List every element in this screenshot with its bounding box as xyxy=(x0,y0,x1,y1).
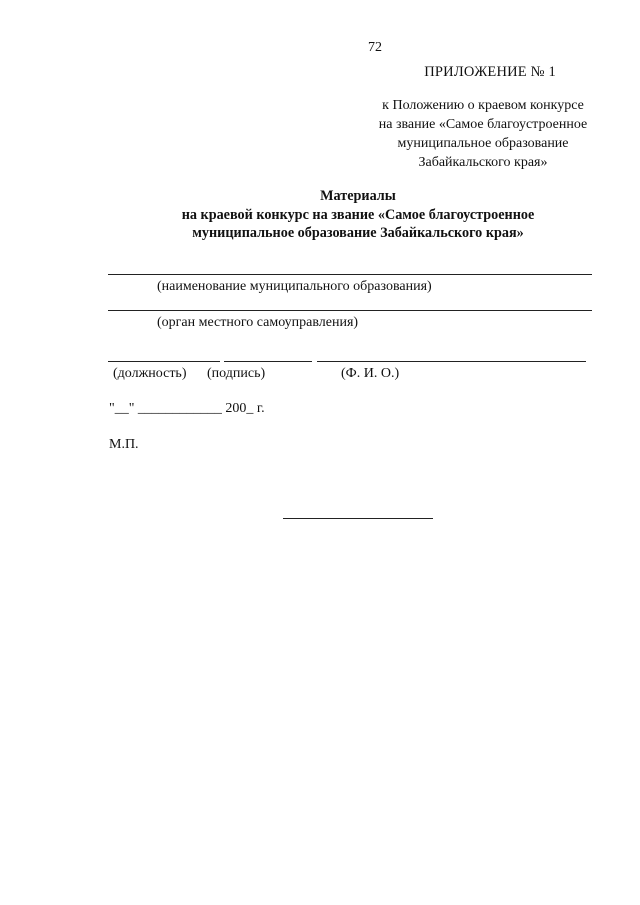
position-line xyxy=(108,361,220,362)
date-line: "__" ____________ 200_ г. xyxy=(109,401,265,416)
heading-line: Материалы xyxy=(320,188,396,204)
appendix-reference-line: к Положению о краевом конкурсе xyxy=(382,98,584,113)
name-line xyxy=(317,361,586,362)
appendix-reference-line: Забайкальского края» xyxy=(418,155,548,170)
authority-caption: (орган местного самоуправления) xyxy=(157,315,359,330)
appendix-title: ПРИЛОЖЕНИЕ № 1 xyxy=(424,64,556,80)
heading-line: на краевой конкурс на звание «Самое благоустроенное xyxy=(181,206,535,223)
heading-line: муниципальное образование Забайкальского края» xyxy=(192,225,524,241)
stamp-label: М.П. xyxy=(109,437,139,452)
name-caption: (Ф. И. О.) xyxy=(341,366,400,381)
position-caption: (должность) xyxy=(113,366,187,381)
appendix-reference-line: на звание «Самое благоустроенное xyxy=(378,117,588,132)
authority-line xyxy=(108,310,592,311)
signature-line xyxy=(224,361,312,362)
page-number: 72 xyxy=(368,40,382,55)
municipality-name-line xyxy=(108,274,592,275)
appendix-reference-line: муниципальное образование xyxy=(397,136,569,151)
closing-separator xyxy=(283,518,433,519)
municipality-caption: (наименование муниципального образования) xyxy=(157,279,432,294)
signature-caption: (подпись) xyxy=(207,366,266,381)
document-heading xyxy=(0,187,640,243)
appendix-reference xyxy=(353,96,613,172)
